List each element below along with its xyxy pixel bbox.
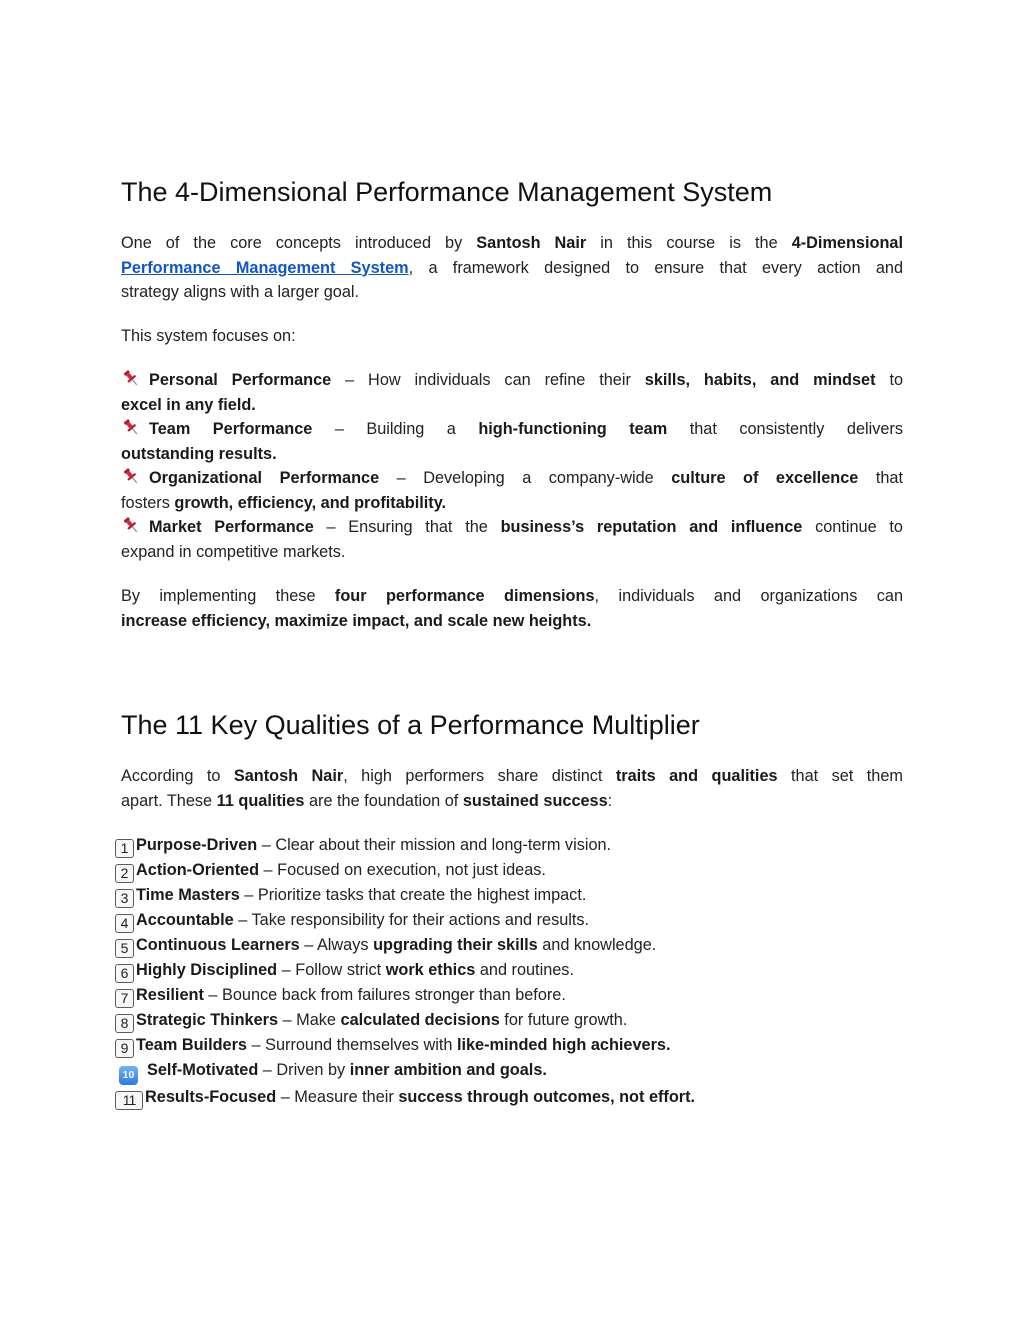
intro-paragraph	[121, 231, 903, 305]
dimension-name: Market Performance	[149, 518, 314, 536]
qualities-intro-paragraph: According to Santosh Nair, high performers share distinct traits and qualities that set them apart. These 11 qualities are the foundation of sustained success:	[121, 767, 903, 810]
keycap-digit-icon: 2	[115, 864, 134, 883]
list-item: 10 Self-Motivated – Driven by inner ambition and goals.	[115, 1058, 695, 1085]
keycap-digit-icon: 4	[115, 914, 134, 933]
intro-line-1: One of the core concepts introduced by Santosh Nair in this course is the 4-Dimensional	[121, 234, 903, 252]
qualities-list	[115, 833, 695, 1110]
list-item: 6 Highly Disciplined – Follow strict work ethics and routines.	[115, 958, 695, 983]
dimension-item: Organizational Performance – Developing a company-wide culture of excellence that fosters growth, efficiency, and profitability.	[121, 469, 903, 512]
intro-line-3: strategy aligns with a larger goal.	[121, 283, 360, 301]
intro-line-2: Performance Management System, a framework designed to ensure that every action and	[121, 258, 904, 277]
pushpin-icon	[121, 369, 143, 387]
list-item: 2 Action-Oriented – Focused on execution, not just ideas.	[115, 858, 695, 883]
author-name: Santosh Nair	[476, 234, 587, 252]
keycap-digit-icon: 1	[115, 839, 134, 858]
list-item: 3 Time Masters – Prioritize tasks that create the highest impact.	[115, 883, 695, 908]
keycap-digit-icon: 3	[115, 889, 134, 908]
pushpin-icon	[121, 516, 143, 534]
dimension-item: Team Performance – Building a high-functioning team that consistently delivers outstanding results.	[121, 420, 903, 463]
keycap-digit-icon: 11	[115, 1091, 143, 1110]
dimension-item: Personal Performance – How individuals can refine their skills, habits, and mindset to excel in any field.	[121, 371, 904, 414]
list-item: 9 Team Builders – Surround themselves with like-minded high achievers.	[115, 1033, 695, 1058]
list-item: 4 Accountable – Take responsibility for their actions and results.	[115, 908, 695, 933]
dimension-name: Team Performance	[149, 420, 313, 438]
closing-paragraph: By implementing these four performance dimensions, individuals and organizations can increase efficiency, maximize impact, and scale new heights.	[121, 587, 904, 630]
keycap-digit-icon: 7	[115, 989, 134, 1008]
dimension-item: Market Performance – Ensuring that the business’s reputation and influence continue to expand in competitive markets.	[121, 518, 903, 561]
dimension-name: Personal Performance	[149, 371, 332, 389]
section-title-11-qualities: The 11 Key Qualities of a Performance Multiplier	[121, 710, 700, 740]
keycap-digit-icon: 8	[115, 1014, 134, 1033]
list-item: 1 Purpose-Driven – Clear about their mission and long-term vision.	[115, 833, 695, 858]
keycap-ten-icon: 10	[119, 1066, 138, 1085]
dimensions-list	[121, 368, 903, 564]
keycap-digit-icon: 6	[115, 964, 134, 983]
author-name: Santosh Nair	[233, 767, 344, 785]
list-item: 5 Continuous Learners – Always upgrading their skills and knowledge.	[115, 933, 695, 958]
performance-system-link[interactable]: Performance Management System	[121, 258, 409, 277]
pushpin-icon	[121, 467, 143, 485]
pushpin-icon	[121, 418, 143, 436]
keycap-digit-icon: 9	[115, 1039, 134, 1058]
dimension-name: Organizational Performance	[149, 469, 380, 487]
list-item: 8 Strategic Thinkers – Make calculated decisions for future growth.	[115, 1008, 695, 1033]
list-item: 7 Resilient – Bounce back from failures stronger than before.	[115, 983, 695, 1008]
focus-label: This system focuses on:	[121, 327, 296, 345]
list-item: 11 Results-Focused – Measure their success through outcomes, not effort.	[115, 1085, 695, 1110]
section-title-4d-system: The 4-Dimensional Performance Management System	[121, 177, 773, 207]
keycap-digit-icon: 5	[115, 939, 134, 958]
